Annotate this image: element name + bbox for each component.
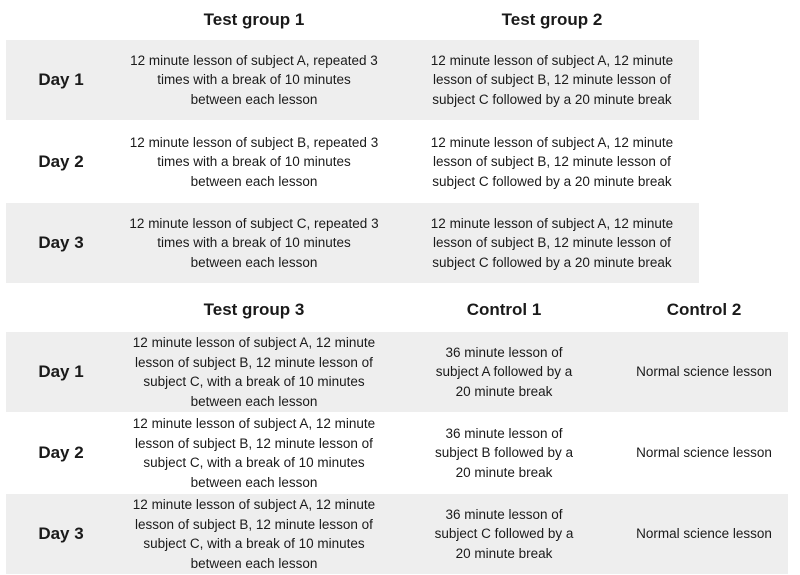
cell-line: lesson of subject B, 12 minute lesson of bbox=[433, 235, 671, 251]
bottom-day-2-control-1 bbox=[404, 413, 604, 493]
top-day-2-test-group-1 bbox=[104, 122, 404, 202]
cell-line: between each lesson bbox=[190, 474, 318, 490]
bottom-day-2-label: Day 2 bbox=[38, 443, 84, 462]
cell-line: 20 minute break bbox=[455, 545, 553, 561]
cell-line: 12 minute lesson of subject B, repeated 3 bbox=[129, 134, 379, 150]
cell-line: subject C, with a break of 10 minutes bbox=[143, 455, 365, 470]
bottom-day-3-control-1 bbox=[404, 494, 604, 574]
cell-line: subject C followed by a bbox=[434, 526, 574, 542]
bottom-day-3-label: Day 3 bbox=[38, 524, 84, 543]
bottom-day-3-test-group-3 bbox=[104, 494, 404, 574]
cell-line: subject C, with a break of 10 minutes bbox=[143, 536, 365, 551]
cell-line: between each lesson bbox=[190, 555, 318, 571]
cell-line: 36 minute lesson of bbox=[445, 425, 563, 441]
cell-line: 12 minute lesson of subject A, repeated 3 bbox=[130, 52, 378, 68]
cell-line: between each lesson bbox=[190, 393, 318, 409]
bottom-day-1-test-group-3 bbox=[104, 332, 404, 412]
cell-line: times with a break of 10 minutes bbox=[157, 72, 351, 88]
cell-line: lesson of subject B, 12 minute lesson of bbox=[433, 154, 671, 170]
cell-line: 12 minute lesson of subject A, 12 minute bbox=[132, 497, 376, 512]
bottom-day-2-control-2: Normal science lesson bbox=[636, 445, 772, 461]
cell-line: times with a break of 10 minutes bbox=[157, 154, 351, 170]
top-day-2-test-group-2 bbox=[402, 122, 702, 202]
top-day-2-label: Day 2 bbox=[38, 152, 84, 171]
header-test-group-2: Test group 2 bbox=[501, 10, 603, 29]
cell-line: 12 minute lesson of subject A, 12 minute bbox=[430, 52, 674, 68]
cell-line: 12 minute lesson of subject A, 12 minute bbox=[132, 335, 376, 350]
top-day-3-label: Day 3 bbox=[38, 233, 84, 252]
cell-line: subject A followed by a bbox=[435, 364, 573, 380]
bottom-day-3-control-2: Normal science lesson bbox=[636, 526, 772, 542]
bottom-day-1-label: Day 1 bbox=[38, 362, 84, 381]
cell-line: between each lesson bbox=[190, 254, 318, 270]
cell-line: subject C followed by a 20 minute break bbox=[432, 254, 672, 270]
cell-line: lesson of subject B, 12 minute lesson of bbox=[433, 72, 671, 88]
header-control-1: Control 1 bbox=[466, 300, 542, 319]
cell-line: lesson of subject B, 12 minute lesson of bbox=[135, 354, 373, 370]
cell-line: 36 minute lesson of bbox=[445, 506, 563, 522]
cell-line: between each lesson bbox=[190, 91, 318, 107]
header-control-2: Control 2 bbox=[666, 300, 742, 319]
bottom-day-1-control-1 bbox=[404, 332, 604, 412]
top-day-1-test-group-2 bbox=[402, 40, 702, 120]
cell-line: subject B followed by a bbox=[434, 445, 574, 461]
top-day-1-label: Day 1 bbox=[38, 70, 84, 89]
cell-line: times with a break of 10 minutes bbox=[157, 235, 351, 251]
top-day-3-test-group-2 bbox=[402, 203, 702, 283]
cell-line: lesson of subject B, 12 minute lesson of bbox=[135, 435, 373, 451]
cell-line: between each lesson bbox=[190, 173, 318, 189]
header-test-group-1: Test group 1 bbox=[203, 10, 305, 29]
bottom-day-2-test-group-3 bbox=[104, 413, 404, 493]
cell-line: 12 minute lesson of subject A, 12 minute bbox=[132, 416, 376, 431]
cell-line: 12 minute lesson of subject C, repeated 3 bbox=[129, 215, 379, 231]
cell-line: 20 minute break bbox=[455, 464, 553, 480]
cell-line: lesson of subject B, 12 minute lesson of bbox=[135, 516, 373, 532]
cell-line: 36 minute lesson of bbox=[445, 344, 563, 360]
cell-line: subject C followed by a 20 minute break bbox=[432, 173, 672, 189]
cell-line: subject C followed by a 20 minute break bbox=[432, 91, 672, 107]
cell-line: subject C, with a break of 10 minutes bbox=[143, 374, 365, 389]
top-day-3-test-group-1 bbox=[104, 203, 404, 283]
cell-line: 12 minute lesson of subject A, 12 minute bbox=[430, 134, 674, 150]
bottom-day-1-control-2: Normal science lesson bbox=[636, 364, 772, 380]
cell-line: 20 minute break bbox=[455, 383, 553, 399]
top-day-1-test-group-1 bbox=[104, 40, 404, 120]
cell-line: 12 minute lesson of subject A, 12 minute bbox=[430, 215, 674, 231]
header-test-group-3: Test group 3 bbox=[203, 300, 305, 319]
